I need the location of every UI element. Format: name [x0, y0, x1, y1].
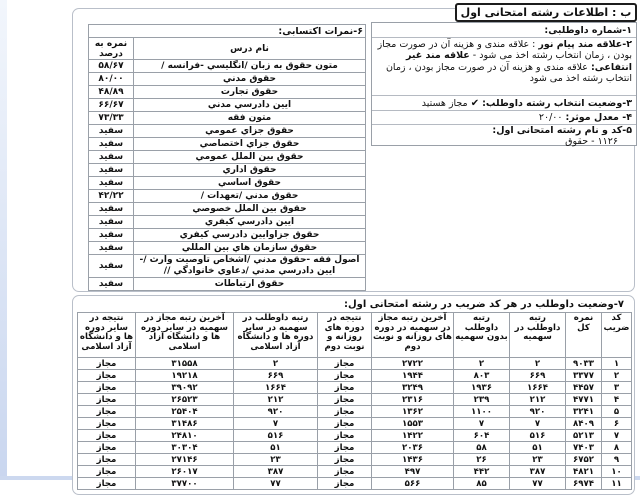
rank-no-quota-cell: ۶۰۴ — [454, 430, 510, 442]
grade-row — [89, 125, 366, 138]
rank-other-cell: ۷ — [234, 418, 318, 430]
score-cell: سفید — [89, 216, 134, 229]
course-name-cell: حقوق مدني — [134, 73, 366, 86]
last-allowed-rank-day-cell: ۱۵۵۳ — [372, 418, 454, 430]
info-item-gpa — [372, 111, 636, 125]
result-day-cell: مجاز — [318, 466, 372, 478]
coef-row — [78, 454, 632, 466]
coef-row — [78, 370, 632, 382]
last-allowed-rank-day-cell: ۴۹۷ — [372, 466, 454, 478]
course-name-cell: حقوق تجارت — [134, 86, 366, 99]
grade-row — [89, 177, 366, 190]
course-name-cell: حقوق اساسي — [134, 177, 366, 190]
grade-row — [89, 73, 366, 86]
coef-code-cell: ۷ — [602, 430, 632, 442]
score-cell: ۷۳/۳۳ — [89, 112, 134, 125]
info-item-field-code — [372, 125, 636, 146]
last-allowed-rank-day-cell: ۱۴۳۶ — [372, 454, 454, 466]
payamnoor-interest-text: : علاقه مندی و هزینه آن در صورت مجاز بودن ، زمان انتخاب رشته اخذ می شود - — [377, 39, 632, 62]
coef-code-cell: ۲ — [602, 370, 632, 382]
score-cell: ۸۰/۰۰ — [89, 73, 134, 86]
grade-row — [89, 242, 366, 255]
grades-title-row — [89, 25, 366, 38]
rank-other-cell: ۲۳ — [234, 454, 318, 466]
course-name-cell: حقوق بین الملل عمومي — [134, 151, 366, 164]
coef-header-cell: نتیجه در دوره های روزانه و نوبت دوم — [318, 313, 372, 358]
coef-header-row — [78, 313, 632, 358]
coef-code-cell: ۸ — [602, 442, 632, 454]
score-percent-header: نمره به درصد — [89, 38, 134, 60]
rank-other-cell: ۲ — [234, 358, 318, 370]
grade-row — [89, 278, 366, 291]
last-allowed-rank-day-cell: ۳۲۴۹ — [372, 382, 454, 394]
last-allowed-rank-other-cell: ۳۹۰۹۲ — [136, 382, 234, 394]
coef-header-cell: رتبه داوطلب در سهمیه در سایر دوره ها و دانشگاه آزاد اسلامی — [234, 313, 318, 358]
total-score-cell: ۴۴۵۷ — [566, 382, 602, 394]
grade-row — [89, 216, 366, 229]
total-score-cell: ۵۲۱۳ — [566, 430, 602, 442]
course-name-cell: ایین دادرسي مدني — [134, 99, 366, 112]
result-other-cell: مجاز — [78, 370, 136, 382]
rank-other-cell: ۳۸۷ — [234, 466, 318, 478]
section-b-title: ب : اطلاعات رشته امتحانی اول — [460, 6, 632, 19]
score-cell: سفید — [89, 151, 134, 164]
total-score-cell: ۴۸۲۱ — [566, 466, 602, 478]
score-cell: ۵۸/۶۷ — [89, 60, 134, 73]
score-cell: سفید — [89, 138, 134, 151]
rank-other-cell: ۹۲۰ — [234, 406, 318, 418]
rank-no-quota-cell: ۲ — [454, 358, 510, 370]
result-other-cell: مجاز — [78, 394, 136, 406]
last-allowed-rank-other-cell: ۳۰۳۰۴ — [136, 442, 234, 454]
last-allowed-rank-other-cell: ۲۵۴۰۴ — [136, 406, 234, 418]
grade-row — [89, 99, 366, 112]
total-score-cell: ۳۲۴۱ — [566, 406, 602, 418]
last-allowed-rank-day-cell: ۲۷۲۲ — [372, 358, 454, 370]
rank-in-quota-cell: ۵۱۶ — [510, 430, 566, 442]
coef-code-cell: ۵ — [602, 406, 632, 418]
grade-row — [89, 86, 366, 99]
candidate-number-label: ۱-شماره داوطلبی: — [544, 25, 632, 36]
last-allowed-rank-other-cell: ۱۹۲۱۸ — [136, 370, 234, 382]
section-7-container — [72, 295, 635, 495]
coef-code-cell: ۱۱ — [602, 478, 632, 490]
total-score-cell: ۸۴۰۹ — [566, 418, 602, 430]
result-other-cell: مجاز — [78, 442, 136, 454]
last-allowed-rank-day-cell: ۱۳۶۲ — [372, 406, 454, 418]
checkmark-icon: ✔ — [470, 98, 480, 109]
rank-no-quota-cell: ۸۰۳ — [454, 370, 510, 382]
grade-row — [89, 138, 366, 151]
grade-row — [89, 60, 366, 73]
coef-code-cell: ۳ — [602, 382, 632, 394]
field-code-value: ۱۱۲۶ - حقوق — [565, 135, 618, 147]
coef-row — [78, 358, 632, 370]
rank-in-quota-cell: ۹۲۰ — [510, 406, 566, 418]
info-item-interest — [372, 38, 636, 96]
info-item-selection-status — [372, 96, 636, 111]
rank-no-quota-cell: ۲۳۹ — [454, 394, 510, 406]
result-other-cell: مجاز — [78, 358, 136, 370]
coef-code-cell: ۱ — [602, 358, 632, 370]
grade-row — [89, 190, 366, 203]
last-allowed-rank-other-cell: ۳۱۴۸۶ — [136, 418, 234, 430]
result-other-cell: مجاز — [78, 406, 136, 418]
rank-in-quota-cell: ۶۶۹ — [510, 370, 566, 382]
gpa-value: ۲۰/۰۰ — [538, 112, 563, 123]
last-allowed-rank-day-cell: ۵۶۶ — [372, 478, 454, 490]
coef-header-cell: نتیجه در سایر دوره ها و دانشگاه آزاد اسلامی — [78, 313, 136, 358]
result-other-cell: مجاز — [78, 466, 136, 478]
rank-in-quota-cell: ۷۷ — [510, 478, 566, 490]
result-other-cell: مجاز — [78, 454, 136, 466]
grade-row — [89, 112, 366, 125]
gpa-label: ۴- معدل موثر: — [565, 112, 632, 123]
nonprofit-interest-text: علاقه مندی و هزینه آن در صورت مجاز بودن ، زمان انتخاب رشته اخذ می شود — [385, 61, 632, 85]
rank-in-quota-cell: ۵۱ — [510, 442, 566, 454]
rank-no-quota-cell: ۵۸ — [454, 442, 510, 454]
course-name-cell: حقوق مدني /تعهدات / — [134, 190, 366, 203]
score-cell: سفید — [89, 278, 134, 291]
coef-row — [78, 418, 632, 430]
course-name-cell: حقوق جزاي اختصاصي — [134, 138, 366, 151]
coef-header-cell: رتبه داوطلب در سهمیه — [510, 313, 566, 358]
last-allowed-rank-other-cell: ۳۷۷۰۰ — [136, 478, 234, 490]
grade-row — [89, 151, 366, 164]
total-score-cell: ۴۷۷۱ — [566, 394, 602, 406]
rank-in-quota-cell: ۳۸۷ — [510, 466, 566, 478]
nonprofit-interest-label: علاقه مند غیر انتفاعی: — [405, 50, 632, 73]
grade-row — [89, 203, 366, 216]
coef-row — [78, 406, 632, 418]
result-other-cell: مجاز — [78, 478, 136, 490]
section-b-title-box — [455, 3, 637, 22]
coef-code-cell: ۶ — [602, 418, 632, 430]
result-other-cell: مجاز — [78, 418, 136, 430]
course-name-header: نام درس — [134, 38, 366, 60]
result-day-cell: مجاز — [318, 382, 372, 394]
coef-code-cell: ۴ — [602, 394, 632, 406]
course-name-cell: متون حقوق به زبان /انگلیسي -فرانسه / — [134, 60, 366, 73]
score-cell: سفید — [89, 177, 134, 190]
result-day-cell: مجاز — [318, 478, 372, 490]
result-day-cell: مجاز — [318, 394, 372, 406]
coef-header-cell: آخرین رتبه مجاز در سهمیه در سایر دوره ها و دانشگاه آزاد اسلامی — [136, 313, 234, 358]
last-allowed-rank-other-cell: ۳۱۵۵۸ — [136, 358, 234, 370]
result-day-cell: مجاز — [318, 442, 372, 454]
coef-row — [78, 466, 632, 478]
total-score-cell: ۷۴۰۳ — [566, 442, 602, 454]
page-left-margin — [0, 0, 7, 480]
coef-row — [78, 430, 632, 442]
score-cell: ۴۲/۲۲ — [89, 190, 134, 203]
grades-table — [88, 24, 366, 291]
grades-header-row — [89, 38, 366, 60]
rank-other-cell: ۱۶۶۴ — [234, 382, 318, 394]
coef-row — [78, 478, 632, 490]
course-name-cell: حقوق جزاوایین دادرسي کیفري — [134, 229, 366, 242]
coef-code-cell: ۱۰ — [602, 466, 632, 478]
coef-header-cell: آخرین رتبه مجاز در سهمیه در دوره های روزانه و نوبت دوم — [372, 313, 454, 358]
last-allowed-rank-day-cell: ۱۴۲۲ — [372, 430, 454, 442]
coef-row — [78, 442, 632, 454]
info-item-candidate-number — [372, 23, 636, 38]
candidate-info-panel — [371, 22, 637, 146]
coef-code-cell: ۹ — [602, 454, 632, 466]
rank-no-quota-cell: ۴۴۲ — [454, 466, 510, 478]
grades-table-title: ۶-نمرات اکتسابی: — [89, 25, 366, 38]
rank-other-cell: ۶۶۹ — [234, 370, 318, 382]
rank-in-quota-cell: ۷ — [510, 418, 566, 430]
rank-no-quota-cell: ۱۹۳۶ — [454, 382, 510, 394]
total-score-cell: ۶۹۷۴ — [566, 478, 602, 490]
grade-row — [89, 229, 366, 242]
course-name-cell: اصول فقه -حقوق مدني /اشخاص تاوصیت وارث /-ایین دادرسي مدني /دعاوي خانوادگي // — [134, 255, 366, 278]
score-cell: سفید — [89, 255, 134, 278]
coef-row — [78, 394, 632, 406]
rank-no-quota-cell: ۸۵ — [454, 478, 510, 490]
rank-no-quota-cell: ۲۶ — [454, 454, 510, 466]
result-day-cell: مجاز — [318, 454, 372, 466]
course-name-cell: حقوق ارتباطات — [134, 278, 366, 291]
coefficient-table — [77, 312, 632, 490]
rank-other-cell: ۵۱ — [234, 442, 318, 454]
rank-other-cell: ۵۱۶ — [234, 430, 318, 442]
result-day-cell: مجاز — [318, 406, 372, 418]
course-name-cell: حقوق جزاي عمومي — [134, 125, 366, 138]
last-allowed-rank-other-cell: ۲۷۱۴۶ — [136, 454, 234, 466]
course-name-cell: حقوق اداري — [134, 164, 366, 177]
selection-status-value: مجاز هستید — [421, 98, 468, 109]
result-other-cell: مجاز — [78, 382, 136, 394]
last-allowed-rank-day-cell: ۲۰۳۶ — [372, 442, 454, 454]
coef-row — [78, 382, 632, 394]
rank-in-quota-cell: ۲۱۲ — [510, 394, 566, 406]
last-allowed-rank-other-cell: ۲۴۸۱۰ — [136, 430, 234, 442]
result-day-cell: مجاز — [318, 358, 372, 370]
course-name-cell: ایین دادرسي کیفري — [134, 216, 366, 229]
field-code-label: ۵-کد و نام رشته امتحانی اول: — [492, 125, 632, 136]
payamnoor-interest-label: ۲-علاقه مند پیام نور — [538, 39, 632, 50]
score-cell: سفید — [89, 242, 134, 255]
last-allowed-rank-day-cell: ۱۹۴۴ — [372, 370, 454, 382]
last-allowed-rank-day-cell: ۲۳۱۶ — [372, 394, 454, 406]
total-score-cell: ۶۷۵۲ — [566, 454, 602, 466]
total-score-cell: ۳۳۷۷ — [566, 370, 602, 382]
score-cell: سفید — [89, 164, 134, 177]
grade-row — [89, 164, 366, 177]
rank-in-quota-cell: ۲ — [510, 358, 566, 370]
score-cell: ۶۶/۶۷ — [89, 99, 134, 112]
rank-no-quota-cell: ۷ — [454, 418, 510, 430]
grade-row — [89, 255, 366, 278]
rank-in-quota-cell: ۱۶۶۴ — [510, 382, 566, 394]
coef-header-cell: رتبه داوطلب بدون سهمیه — [454, 313, 510, 358]
coef-table-title: ۷-وضعیت داوطلب در هر کد ضریب در رشته امتحانی اول: — [344, 299, 624, 310]
rank-no-quota-cell: ۱۱۰۰ — [454, 406, 510, 418]
total-score-cell: ۹۰۳۳ — [566, 358, 602, 370]
coef-header-cell: کد ضریب — [602, 313, 632, 358]
rank-other-cell: ۲۱۲ — [234, 394, 318, 406]
coef-header-cell: نمره کل — [566, 313, 602, 358]
score-cell: ۴۸/۸۹ — [89, 86, 134, 99]
result-day-cell: مجاز — [318, 430, 372, 442]
last-allowed-rank-other-cell: ۲۶۵۲۳ — [136, 394, 234, 406]
course-name-cell: حقوق بین الملل خصوصي — [134, 203, 366, 216]
score-cell: سفید — [89, 203, 134, 216]
course-name-cell: متون فقه — [134, 112, 366, 125]
score-cell: سفید — [89, 229, 134, 242]
course-name-cell: حقوق سازمان هاي بین المللي — [134, 242, 366, 255]
selection-status-label: ۳-وضعیت انتخاب رشته داوطلب: — [482, 98, 632, 109]
result-day-cell: مجاز — [318, 418, 372, 430]
last-allowed-rank-other-cell: ۲۶۰۱۷ — [136, 466, 234, 478]
score-cell: سفید — [89, 125, 134, 138]
rank-other-cell: ۷۷ — [234, 478, 318, 490]
result-other-cell: مجاز — [78, 430, 136, 442]
rank-in-quota-cell: ۲۳ — [510, 454, 566, 466]
result-day-cell: مجاز — [318, 370, 372, 382]
